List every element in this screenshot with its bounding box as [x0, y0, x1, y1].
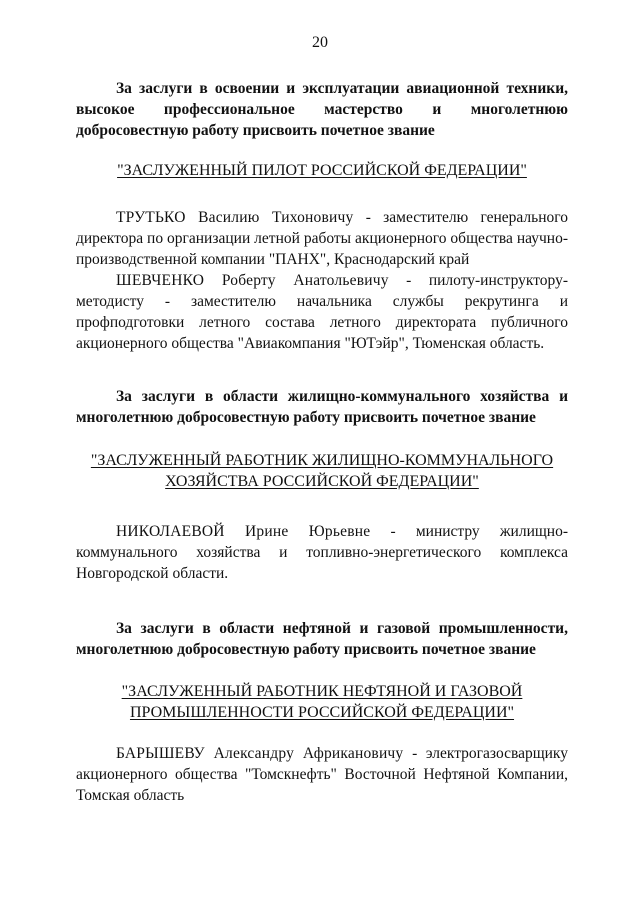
awardee-name: ШЕВЧЕНКО Роберту Анатольевичу — [116, 272, 389, 289]
honorary-title-pilot — [76, 160, 568, 181]
honorary-title-housing — [76, 450, 568, 492]
honorary-title-line-2: ПРОМЫШЛЕННОСТИ РОССИЙСКОЙ ФЕДЕРАЦИИ" — [129, 704, 515, 721]
awardee-entry — [76, 521, 568, 584]
decree-text-housing: За заслуги в области жилищно-коммунального хозяйства и многолетнюю добросовестную работу присвоить почетное звание — [76, 388, 568, 426]
awardee-name: НИКОЛАЕВОЙ Ирине Юрьевне — [116, 523, 371, 540]
page-number: 20 — [312, 34, 328, 51]
document-body — [76, 78, 568, 806]
honorary-title-line-1: "ЗАСЛУЖЕННЫЙ РАБОТНИК ЖИЛИЩНО-КОММУНАЛЬНОГО — [90, 452, 554, 469]
honorary-title-text: "ЗАСЛУЖЕННЫЙ ПИЛОТ РОССИЙСКОЙ ФЕДЕРАЦИИ" — [117, 162, 527, 179]
awardee-name: ТРУТЬКО Василию Тихоновичу — [116, 209, 354, 226]
honorary-title-oil-gas — [76, 681, 568, 723]
decree-text-oil-gas: За заслуги в области нефтяной и газовой промышленности, многолетнюю добросовестную работу присвоить почетное звание — [76, 620, 568, 658]
awardee-entry — [76, 743, 568, 806]
awardee-name: БАРЫШЕВУ Александру Африкановичу — [116, 745, 404, 762]
awardee-position: - заместителю генерального директора по организации летной работы акционерного общества научно-производственной компании "ПАНХ", Краснодарский край — [76, 209, 568, 268]
awardee-position: - министру жилищно-коммунального хозяйства и топливно-энергетического комплекса Новгородской области. — [76, 523, 569, 582]
decree-text-aviation: За заслуги в освоении и эксплуатации авиационной техники, высокое профессиональное мастерство и многолетнюю добросовестную работу присвоить почетное звание — [76, 80, 568, 139]
awardee-entry — [76, 207, 568, 270]
awardee-entry — [76, 270, 568, 354]
awardee-position: - пилоту-инструктору-методисту - заместителю начальника службы рекрутинга и профподготовки летного состава летного директората публичного акционерного общества "Авиакомпания "ЮТэйр", Тюменская область. — [76, 272, 568, 352]
awardee-position: - электрогазосварщику акционерного общества "Томскнефть" Восточной Нефтяной Компании, Томская область — [76, 745, 568, 804]
honorary-title-line-1: "ЗАСЛУЖЕННЫЙ РАБОТНИК НЕФТЯНОЙ И ГАЗОВОЙ — [121, 683, 523, 700]
honorary-title-line-2: ХОЗЯЙСТВА РОССИЙСКОЙ ФЕДЕРАЦИИ" — [165, 473, 479, 490]
